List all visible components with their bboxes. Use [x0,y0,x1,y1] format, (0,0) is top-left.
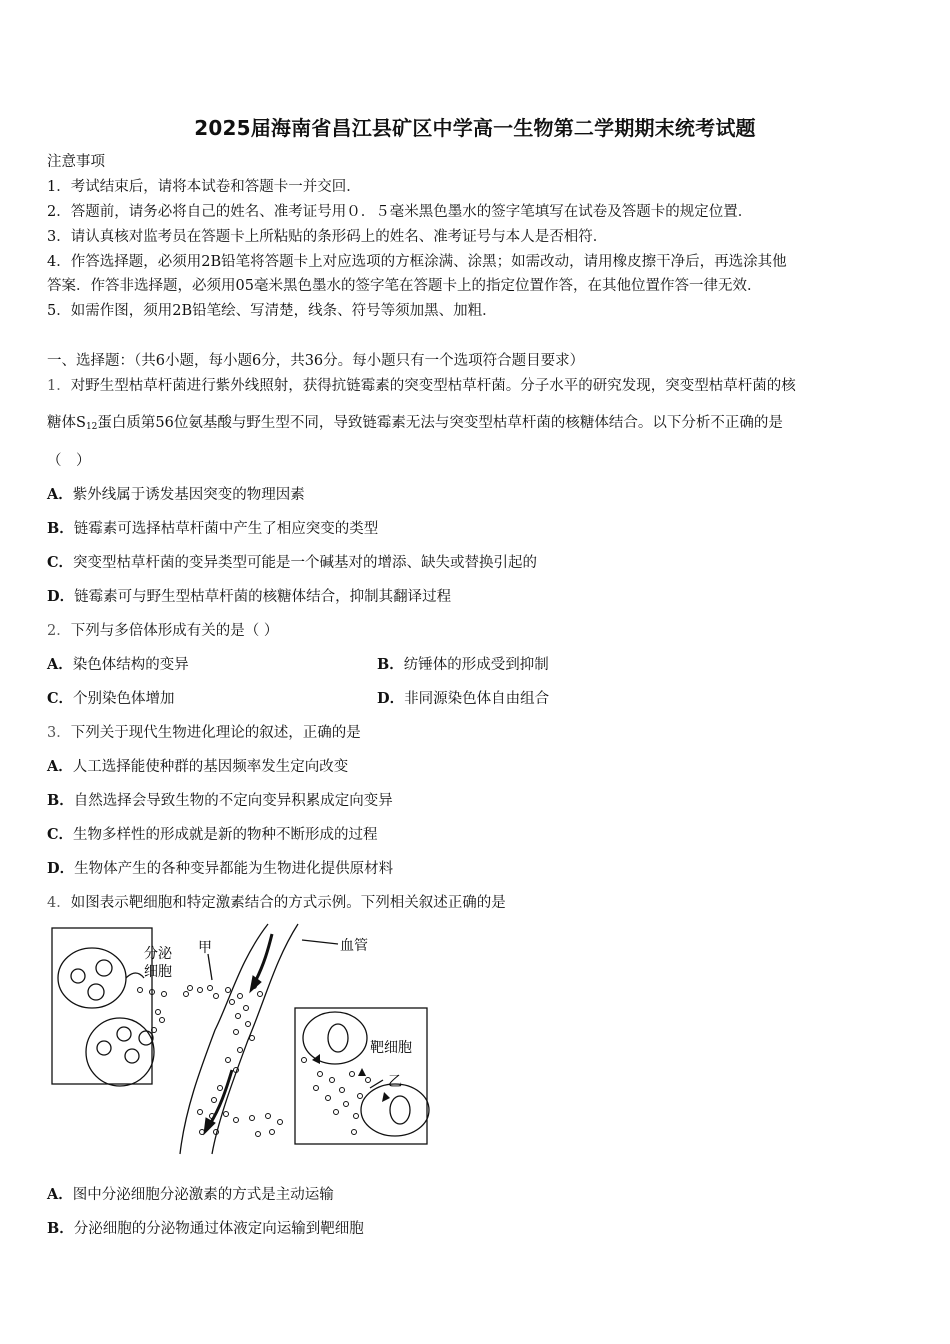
option-text: 链霉素可与野生型枯草杆菌的核糖体结合，抑制其翻译过程 [74,589,452,605]
label-yi: 乙 [388,1074,402,1090]
question-number: 4． [47,895,71,911]
option-b[interactable] [377,655,549,675]
option-text: 链霉素可选择枯草杆菌中产生了相应突变的类型 [73,521,379,537]
option-d[interactable] [47,859,393,879]
option-text: 分泌细胞的分泌物通过体液定向运输到靶细胞 [73,1221,364,1237]
option-text: 图中分泌细胞分泌激素的方式是主动运输 [72,1187,334,1203]
option-letter: C． [47,826,74,843]
notice-heading: 注意事项 [47,154,105,170]
question-text: 蛋白质第56位氨基酸与野生型不同，导致链霉素无法与突变型枯草杆菌的核糖体结合。以下分析不正确的是 [97,415,783,431]
option-c[interactable] [47,689,175,709]
question-text: 下列关于现代生物进化理论的叙述，正确的是 [70,725,361,741]
label-jia: 甲 [198,940,212,956]
option-letter: D． [377,690,405,707]
option-c[interactable] [47,825,378,845]
option-b[interactable] [47,791,393,811]
label-vessel: 血管 [340,938,368,954]
option-a[interactable] [47,655,189,675]
notice-item: 1．考试结束后，请将本试卷和答题卡一并交回． [47,179,361,195]
option-letter: D． [47,860,75,877]
option-a[interactable] [47,485,305,505]
option-letter: A． [47,656,73,673]
question-text: 下列与多倍体形成有关的是（ ） [70,623,279,639]
option-a[interactable] [47,757,348,777]
option-letter: B． [377,656,404,673]
question-number: 2． [47,623,71,639]
answer-bracket: （ ） [47,453,91,469]
question-text: 如图表示靶细胞和特定激素结合的方式示例。下列相关叙述正确的是 [70,895,506,911]
option-text: 生物多样性的形成就是新的物种不断形成的过程 [73,827,378,843]
option-b[interactable] [47,519,378,539]
option-b[interactable] [47,1219,364,1239]
question-3-stem [47,723,361,743]
option-text: 生物体产生的各种变异都能为生物进化提供原材料 [74,861,394,877]
notice-item: 4．作答选择题，必须用2B铅笔将答题卡上对应选项的方框涂满、涂黑；如需改动，请用橡皮擦干净后，再选涂其他 [47,254,787,270]
notice-item: 3．请认真核对监考员在答题卡上所粘贴的条形码上的姓名、准考证号与本人是否相符． [47,229,608,245]
option-text: 染色体结构的变异 [72,657,189,673]
question-text: 糖体S [47,415,86,431]
option-d[interactable] [377,689,549,709]
option-text: 纺锤体的形成受到抑制 [403,657,549,673]
question-number: 1． [47,378,71,394]
question-text: 对野生型枯草杆菌进行紫外线照射，获得抗链霉素的突变型枯草杆菌。分子水平的研究发现，突变型枯草杆菌的核 [70,378,796,394]
option-letter: C． [47,554,74,571]
option-letter: A． [47,1186,73,1203]
option-text: 突变型枯草杆菌的变异类型可能是一个碱基对的增添、缺失或替换引起的 [73,555,538,571]
option-text: 自然选择会导致生物的不定向变异积累成定向变异 [73,793,393,809]
section-heading: 一、选择题：（共6小题，每小题6分，共36分。每小题只有一个选项符合题目要求） [47,353,585,369]
option-text: 个别染色体增加 [73,691,175,707]
option-a[interactable] [47,1185,334,1205]
question-4-stem [47,893,506,913]
option-letter: D． [47,588,75,605]
target-cell [361,1084,429,1136]
question-1-stem [47,376,796,396]
hormone-target-cell-figure [40,920,460,1160]
notice-item: 5．如需作图，须用2B铅笔绘、写清楚，线条、符号等须加黑、加粗． [47,303,497,319]
option-text: 非同源染色体自由组合 [404,691,550,707]
subscript: 12 [85,422,98,432]
page-title: 2025届海南省昌江县矿区中学高一生物第二学期期末统考试题 [194,116,756,140]
option-letter: B． [47,1220,74,1237]
target-cell [303,1012,367,1064]
option-letter: B． [47,792,74,809]
question-number: 3． [47,725,71,741]
option-text: 紫外线属于诱发基因突变的物理因素 [72,487,305,503]
option-text: 人工选择能使种群的基因频率发生定向改变 [72,759,349,775]
option-c[interactable] [47,553,537,573]
label-target-cell: 靶细胞 [370,1040,412,1056]
option-letter: C． [47,690,74,707]
notice-item: 答案．作答非选择题，必须用05毫米黑色墨水的签字笔在答题卡上的指定位置作答，在其他位置作答一律无效． [47,278,762,294]
option-d[interactable] [47,587,451,607]
question-2-stem [47,621,278,641]
label-secretory-cell: 细胞 [144,964,172,980]
option-letter: A． [47,486,73,503]
option-letter: A． [47,758,73,775]
question-1-stem-line2 [47,413,783,437]
notice-item: 2．答题前，请务必将自己的姓名、准考证号用０．５毫米黑色墨水的签字笔填写在试卷及答题卡的规定位置． [47,204,753,220]
option-letter: B． [47,520,74,537]
label-secretory-cell: 分泌 [144,946,172,962]
